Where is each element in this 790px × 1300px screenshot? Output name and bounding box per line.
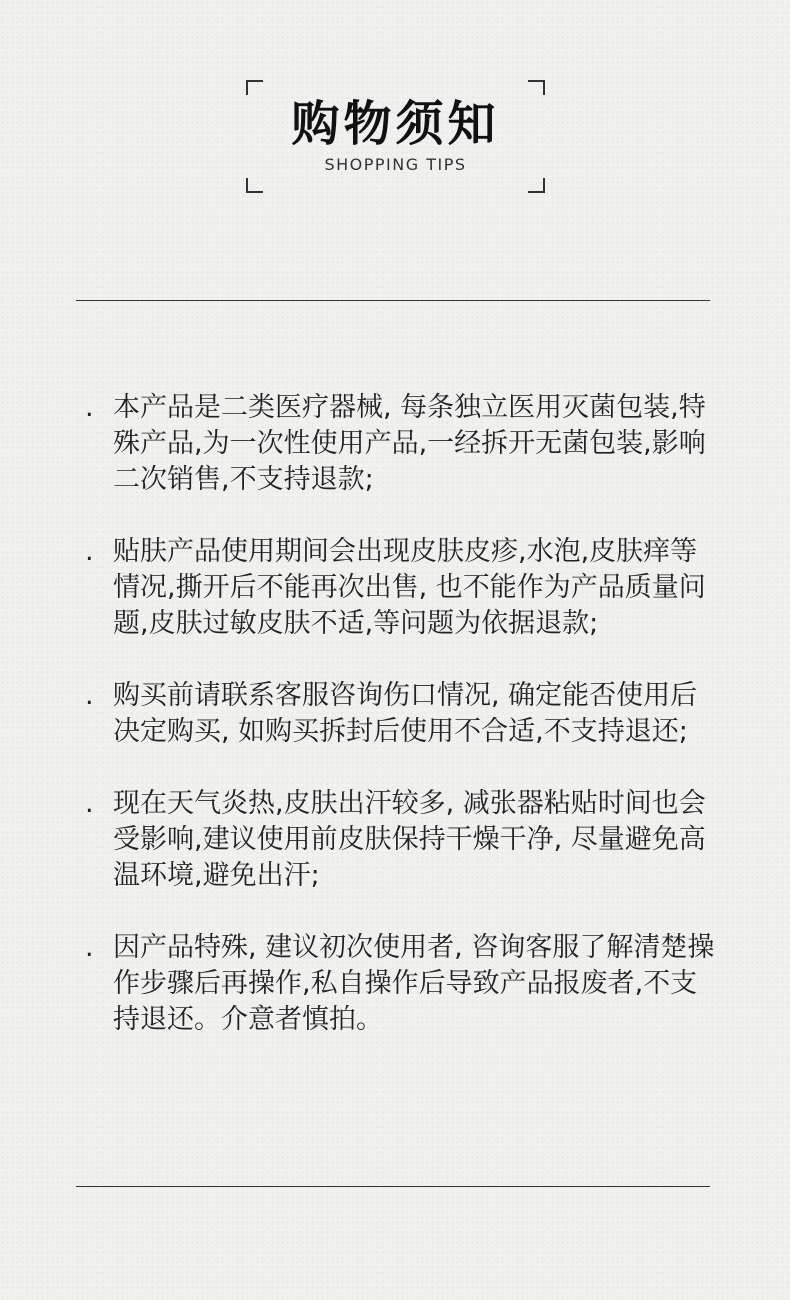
notice-item bbox=[85, 786, 715, 894]
notice-item bbox=[85, 678, 715, 750]
notice-text: 因产品特殊, 建议初次使用者, 咨询客服了解清楚操作步骤后再操作,私自操作后导致产品报废者,不支持退还。介意者慎拍。 bbox=[113, 932, 715, 1035]
notice-text: 购买前请联系客服咨询伤口情况, 确定能否使用后决定购买, 如购买拆封后使用不合适,不支持退还; bbox=[113, 680, 698, 747]
notice-text: 现在天气炎热,皮肤出汗较多, 减张器粘贴时间也会受影响,建议使用前皮肤保持干燥干净, 尽量避免高温环境,避免出汗; bbox=[113, 788, 706, 891]
bullet-dot: . bbox=[85, 392, 94, 423]
shopping-tips-header bbox=[246, 80, 545, 193]
notice-text: 贴肤产品使用期间会出现皮肤皮疹,水泡,皮肤痒等情况,撕开后不能再次出售, 也不能作为产品质量问题,皮肤过敏皮肤不适,等问题为依据退款; bbox=[113, 536, 706, 639]
bullet-dot: . bbox=[85, 680, 94, 711]
corner-bracket-bottom-left bbox=[246, 178, 263, 193]
bullet-dot: . bbox=[85, 788, 94, 819]
notice-list bbox=[85, 390, 715, 1074]
page-title: 购物须知 bbox=[291, 96, 500, 152]
top-divider bbox=[76, 300, 710, 301]
bullet-dot: . bbox=[85, 932, 94, 963]
corner-bracket-bottom-right bbox=[528, 178, 545, 193]
corner-bracket-top-left bbox=[246, 80, 263, 95]
bullet-dot: . bbox=[85, 536, 94, 567]
notice-text: 本产品是二类医疗器械, 每条独立医用灭菌包装,特殊产品,为一次性使用产品,一经拆开无菌包装,影响二次销售,不支持退款; bbox=[113, 392, 706, 495]
notice-item bbox=[85, 930, 715, 1038]
notice-item bbox=[85, 534, 715, 642]
notice-item bbox=[85, 390, 715, 498]
bottom-divider bbox=[76, 1186, 710, 1187]
corner-bracket-top-right bbox=[528, 80, 545, 95]
page-subtitle: SHOPPING TIPS bbox=[324, 155, 467, 174]
